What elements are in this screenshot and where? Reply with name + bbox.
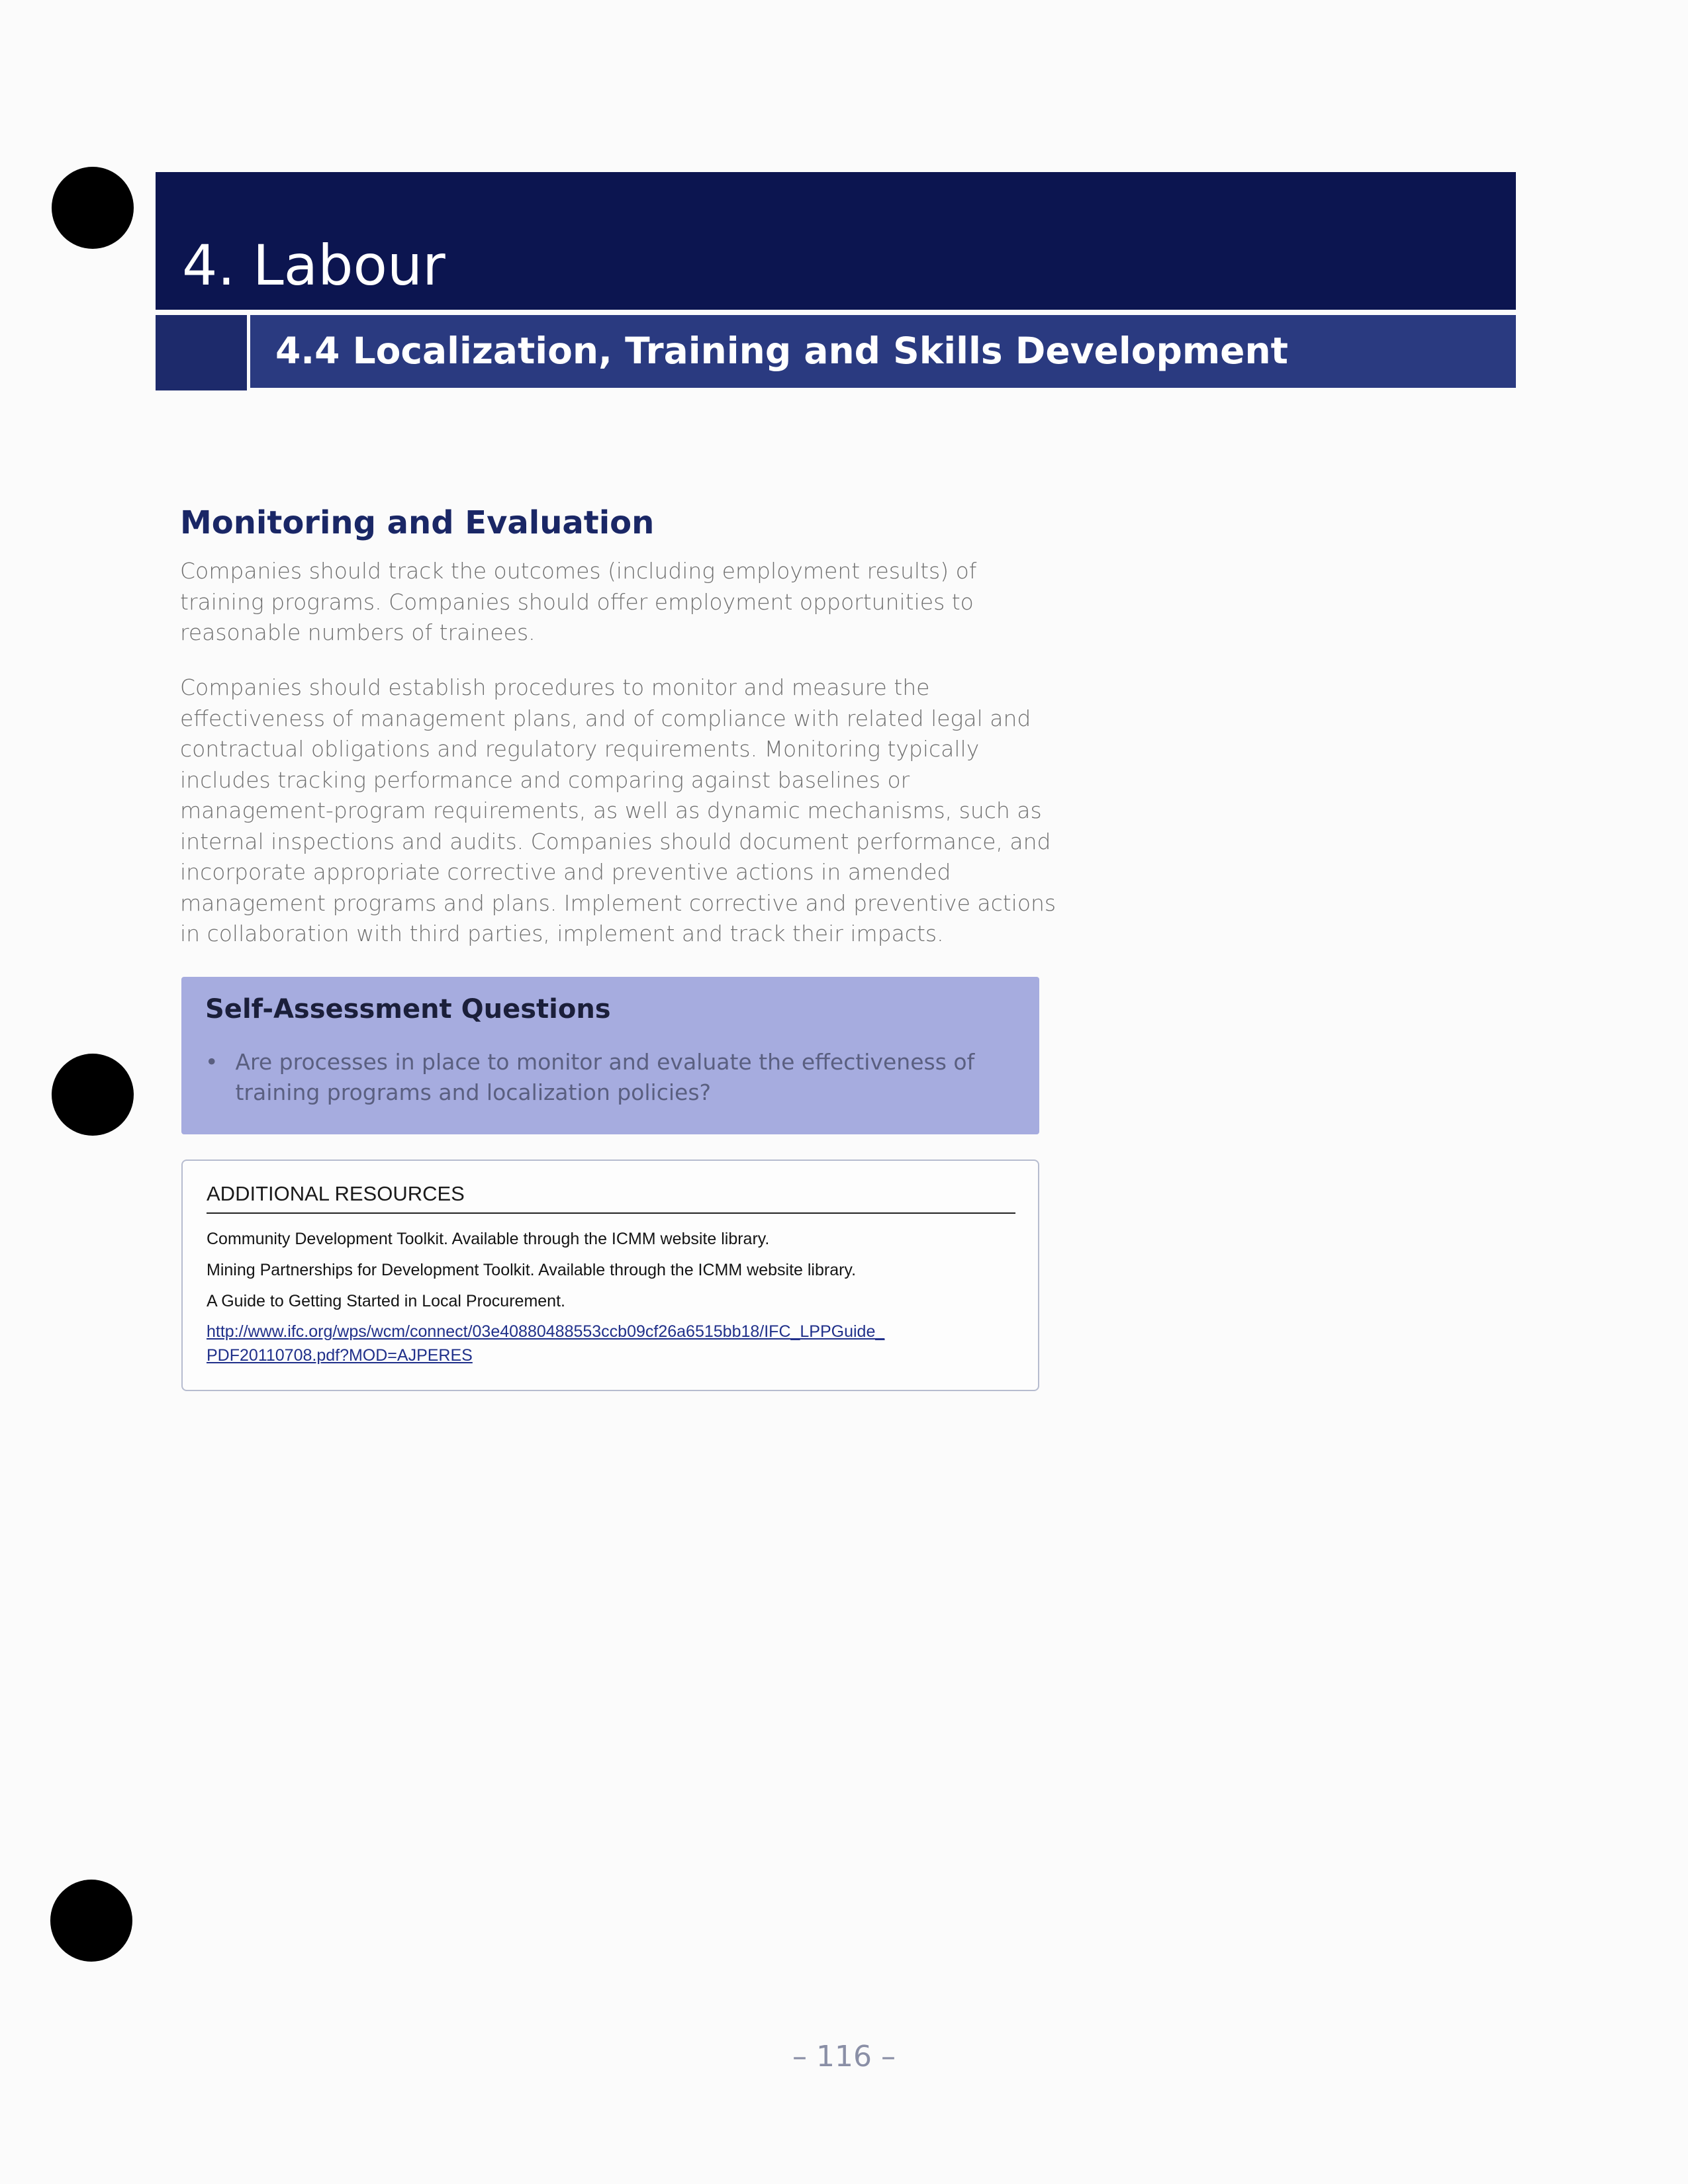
resource-item: Mining Partnerships for Development Toolkit. Available through the ICMM website library. <box>207 1261 857 1279</box>
monitoring-heading: Monitoring and Evaluation <box>180 504 655 541</box>
section-title: 4.4 Localization, Training and Skills Development <box>275 330 1288 372</box>
page-number: – 116 – <box>792 2040 896 2073</box>
chapter-header <box>156 172 1516 310</box>
paragraph-procedures: Companies should establish procedures to monitor and measure the effectiveness of management plans, and of compliance with related legal and contractual obligations and regulatory requirements. Monitoring typically includes tracking performance and comparing against baselines or management-program requirements, as well as dynamic mechanisms, such as internal inspections and audits. Companies should document performance, and incorporate appropriate corrective and preventive actions in amended management programs and plans. Implement corrective and preventive actions in collaboration with third parties, implement and track their impacts. <box>180 674 1056 946</box>
resource-link-line2[interactable]: PDF20110708.pdf?MOD=AJPERES <box>207 1346 473 1365</box>
additional-resources-box <box>181 1160 1039 1391</box>
bullet-icon: • <box>205 1049 218 1075</box>
punch-hole-bottom <box>50 1880 132 1962</box>
punch-hole-middle <box>52 1054 134 1136</box>
resource-link-line1[interactable]: http://www.ifc.org/wps/wcm/connect/03e40880488553ccb09cf26a6515bb18/IFC_LPPGuide_ <box>207 1322 885 1341</box>
resources-divider <box>207 1212 1015 1214</box>
resource-item: A Guide to Getting Started in Local Procurement. <box>207 1292 565 1310</box>
punch-hole-top <box>52 167 134 249</box>
paragraph-outcomes: Companies should track the outcomes (including employment results) of training programs. Companies should offer employment opportunities to reasonable numbers of trainees. <box>180 558 977 645</box>
self-assessment-title: Self-Assessment Questions <box>205 994 611 1024</box>
section-header <box>250 315 1516 388</box>
chapter-title: 4. Labour <box>182 233 445 298</box>
question-text: Are processes in place to monitor and evaluate the effectiveness of training programs and localization policies? <box>235 1049 975 1105</box>
resource-item: Community Development Toolkit. Available through the ICMM website library. <box>207 1230 770 1248</box>
self-assessment-question <box>205 1047 1013 1108</box>
section-header-tab <box>156 315 247 390</box>
resources-title: ADDITIONAL RESOURCES <box>207 1182 465 1205</box>
self-assessment-box <box>181 977 1039 1134</box>
